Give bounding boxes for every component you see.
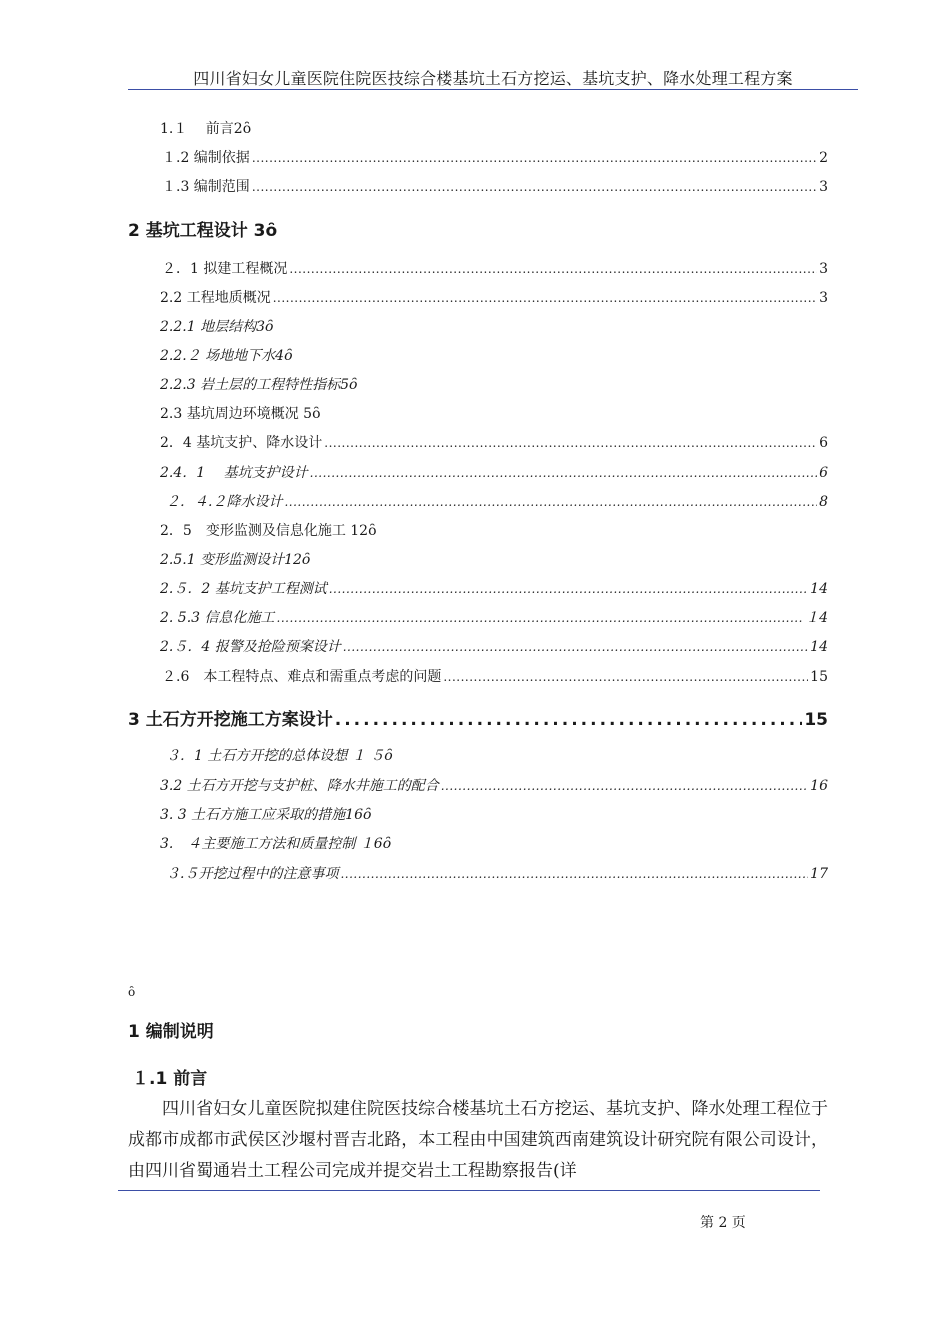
toc-entry-text: 3. ４主要施工方法和质量控制 １6 — [160, 836, 383, 852]
toc-entry[interactable] — [160, 775, 828, 795]
toc-entry-chapter[interactable] — [128, 705, 828, 730]
toc-entry-text: 1.１ 前言2 — [160, 121, 243, 137]
section-heading: 1 编制说明 — [128, 1022, 214, 1042]
toc-entry[interactable] — [162, 147, 828, 167]
toc-entry[interactable] — [166, 491, 828, 511]
toc-entry[interactable]: 2.2.1 地层结构3 ȏ — [160, 316, 273, 336]
header-rule — [128, 89, 858, 90]
toc-entry-text: 2.５．4 报警及抢险预案设计 — [160, 639, 341, 655]
page-header-title: 四川省妇女儿童医院住院医技综合楼基坑土石方挖运、基坑支护、降水处理工程方案 — [193, 69, 793, 88]
toc-entry[interactable]: ３．1 土石方开挖的总体设想 １ ５ ȏ — [166, 745, 393, 765]
toc-entry-page: 3 — [819, 179, 828, 195]
toc-entry-page: 6 — [819, 435, 828, 451]
toc-entry-text: ２．４.２降水设计 — [166, 494, 283, 510]
footer-rule — [118, 1190, 820, 1191]
toc-entry-text: 3.2 土石方开挖与支护桩、降水井施工的配合 — [160, 778, 439, 794]
toc-entry-page: 15 — [810, 669, 828, 685]
toc-entry[interactable]: 1.１ 前言2 ȏ — [160, 118, 251, 138]
toc-entry-text: 2．4 基坑支护、降水设计 — [160, 435, 323, 451]
toc-entry[interactable] — [160, 578, 828, 598]
toc-entry-text: ３.５开挖过程中的注意事项 — [166, 866, 339, 882]
toc-entry-page: 6 — [819, 465, 828, 481]
toc-entry[interactable]: 3. ４主要施工方法和质量控制 １6 ȏ — [160, 833, 391, 853]
toc-entry[interactable] — [160, 462, 828, 482]
toc-entry-page: １4 — [805, 610, 828, 626]
toc-entry-page: 2 — [819, 150, 828, 166]
toc-entry-chapter[interactable]: 2 基坑工程设计 3 ȏ — [128, 216, 277, 241]
toc-entry-text: 2.2.3 岩土层的工程特性指标5 — [160, 377, 349, 393]
body-paragraph: 四川省妇女儿童医院拟建住院医技综合楼基坑土石方挖运、基坑支护、降水处理工程位于成都市成都市武侯区沙堰村晋吉北路，本工程由中国建筑西南建筑设计研究院有限公司设计，由四川省蜀通岩土工程公司完成并提交岩土工程勘察报告(详 — [128, 1099, 828, 1181]
toc-entry-page: 3 — [819, 261, 828, 277]
toc-entry-text: １.3 编制范围 — [162, 179, 250, 195]
toc-entry-page: 14 — [810, 581, 828, 597]
toc-entry[interactable]: 2.5.1 变形监测设计12 ȏ — [160, 549, 310, 569]
toc-entry-text: 3 土石方开挖施工方案设计 — [128, 710, 333, 730]
toc-entry-page: 8 — [819, 494, 828, 510]
toc-entry-text: 2.5.1 变形监测设计12 — [160, 552, 302, 568]
toc-entry[interactable]: 2．5 变形监测及信息化施工 12 ȏ — [160, 520, 377, 540]
page-number: 第 2 页 — [700, 1215, 746, 1231]
toc-entry[interactable]: 2.3 基坑周边环境概况 5 ȏ — [160, 403, 321, 423]
toc-entry-text: 2. 5.3 信息化施工 — [160, 610, 275, 626]
toc-entry-text: ２．1 拟建工程概况 — [162, 261, 288, 277]
toc-entry-text: ２.6 本工程特点、难点和需重点考虑的问题 — [162, 669, 442, 685]
toc-entry[interactable]: 2.2.２ 场地地下水4 ȏ — [160, 345, 293, 365]
toc-entry[interactable] — [160, 636, 828, 656]
toc-entry[interactable] — [162, 258, 828, 278]
toc-entry-text: 3. 3 土石方施工应采取的措施16 — [160, 807, 363, 823]
toc-entry[interactable]: 3. 3 土石方施工应采取的措施16 ȏ — [160, 804, 371, 824]
paragraph-mark-icon: ȏ — [128, 985, 136, 999]
toc-entry-page: 16 — [810, 778, 828, 794]
toc-entry-text: 2.2.２ 场地地下水4 — [160, 348, 285, 364]
toc-entry-text: 2.2 工程地质概况 — [160, 290, 271, 306]
toc-entry-page: 14 — [810, 639, 828, 655]
toc-entry[interactable] — [166, 863, 828, 883]
toc-entry-page: 17 — [810, 866, 828, 882]
toc-entry-text: １.2 编制依据 — [162, 150, 250, 166]
toc-entry-text: ３．1 土石方开挖的总体设想 １ ５ — [166, 748, 385, 764]
toc-entry-text: 2 基坑工程设计 3 — [128, 221, 266, 241]
toc-entry[interactable] — [162, 666, 828, 686]
toc-entry[interactable] — [160, 287, 828, 307]
toc-entry[interactable]: 2.2.3 岩土层的工程特性指标5 ȏ — [160, 374, 357, 394]
toc-entry-text: 2.3 基坑周边环境概况 5 — [160, 406, 313, 422]
toc-entry[interactable] — [160, 607, 828, 627]
toc-entry[interactable] — [162, 176, 828, 196]
toc-entry-text: 2.4．1 基坑支护设计 — [160, 465, 308, 481]
subsection-heading: １.1 前言 — [132, 1069, 208, 1089]
toc-entry-page: 15 — [804, 710, 828, 730]
toc-entry-text: 2.2.1 地层结构3 — [160, 319, 265, 335]
toc-entry-text: 2.５．2 基坑支护工程测试 — [160, 581, 327, 597]
toc-entry[interactable] — [160, 432, 828, 452]
toc-entry-text: 2．5 变形监测及信息化施工 12 — [160, 523, 369, 539]
toc-entry-page: 3 — [819, 290, 828, 306]
